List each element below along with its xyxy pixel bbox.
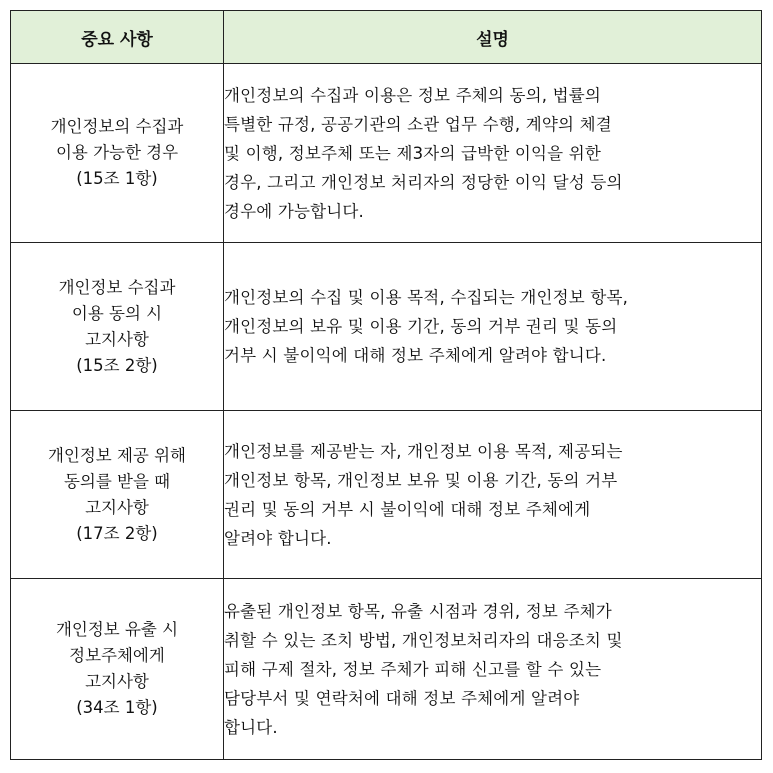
row-item [11, 579, 224, 760]
item-line: (15조 2항) [76, 355, 158, 375]
item-line: 개인정보의 수집과 [50, 117, 184, 136]
desc-line: 피해 구제 절차, 정보 주체가 피해 신고를 할 수 있는 [224, 659, 602, 679]
item-line: 고지사항 [85, 497, 149, 517]
desc-line: 특별한 규정, 공공기관의 소관 업무 수행, 계약의 체결 [224, 114, 612, 134]
desc-line: 개인정보를 제공받는 자, 개인정보 이용 목적, 제공되는 [224, 441, 623, 461]
row-description [224, 243, 762, 411]
item-line: 개인정보 제공 위해 [47, 445, 186, 465]
item-line: (17조 2항) [76, 523, 158, 543]
desc-line: 경우, 그리고 개인정보 처리자의 정당한 이익 달성 등의 [224, 172, 623, 192]
item-line: 개인정보 수집과 [58, 277, 176, 297]
item-line: 정보주체에게 [69, 646, 165, 665]
desc-line: 개인정보의 수집과 이용은 정보 주체의 동의, 법률의 [224, 85, 602, 105]
desc-line: 개인정보의 보유 및 이용 기간, 동의 거부 권리 및 동의 [224, 317, 618, 336]
item-line: 개인정보 유출 시 [55, 620, 179, 639]
header-important-items: 중요 사항 [11, 11, 224, 64]
desc-line: 거부 시 불이익에 대해 정보 주체에게 알려야 합니다. [224, 346, 607, 365]
info-table [10, 10, 762, 760]
desc-line: 취할 수 있는 조치 방법, 개인정보처리자의 대응조치 및 [224, 630, 623, 650]
item-line: 이용 가능한 경우 [55, 143, 179, 162]
item-line: 이용 동의 시 [71, 303, 163, 323]
desc-line: 개인정보 항목, 개인정보 보유 및 이용 기간, 동의 거부 [224, 470, 618, 490]
desc-line: 합니다. [224, 717, 278, 737]
desc-line: 및 이행, 정보주체 또는 제3자의 급박한 이익을 위한 [224, 143, 602, 163]
header-description: 설명 [224, 11, 762, 64]
desc-line: 알려야 합니다. [224, 528, 332, 548]
table-row [11, 579, 762, 760]
desc-line: 권리 및 동의 거부 시 불이익에 대해 정보 주체에게 [224, 499, 591, 519]
row-description [224, 579, 762, 760]
table-row [11, 64, 762, 243]
item-line: 동의를 받을 때 [63, 471, 171, 491]
row-item [11, 411, 224, 579]
item-line: (15조 1항) [76, 169, 158, 188]
table-row [11, 411, 762, 579]
row-item [11, 243, 224, 411]
row-description [224, 411, 762, 579]
desc-line: 담당부서 및 연락처에 대해 정보 주체에게 알려야 [224, 688, 580, 708]
row-description [224, 64, 762, 243]
desc-line: 개인정보의 수집 및 이용 목적, 수집되는 개인정보 항목, [224, 288, 629, 307]
desc-line: 유출된 개인정보 항목, 유출 시점과 경위, 정보 주체가 [224, 601, 612, 621]
item-line: 고지사항 [85, 672, 149, 691]
item-line: 고지사항 [85, 329, 149, 349]
item-line: (34조 1항) [76, 698, 158, 717]
desc-line: 경우에 가능합니다. [224, 201, 365, 221]
row-item [11, 64, 224, 243]
header-row [11, 11, 762, 64]
table-row [11, 243, 762, 411]
